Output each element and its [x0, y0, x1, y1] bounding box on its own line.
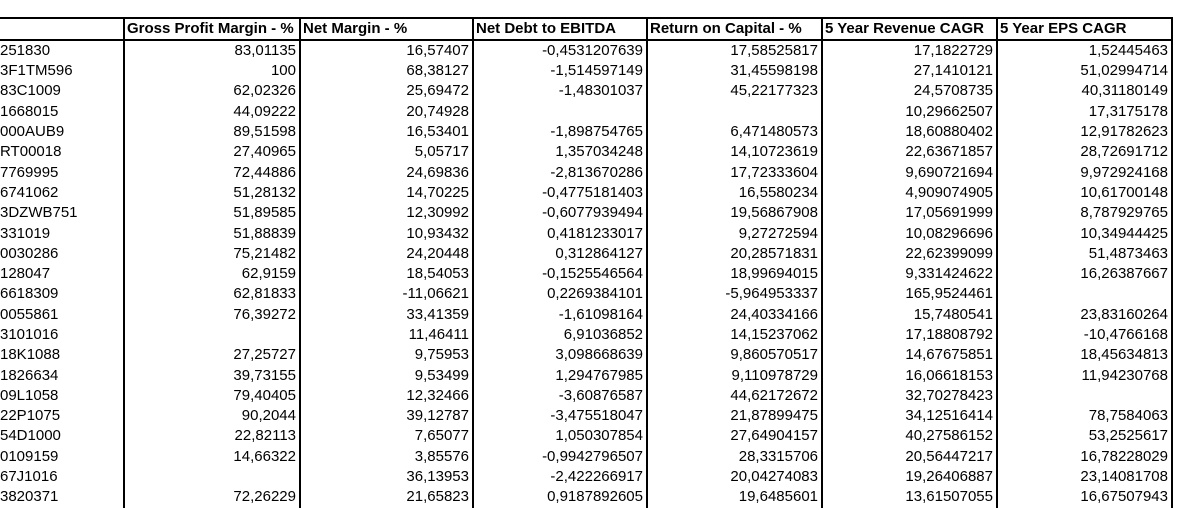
net-debt-to-ebitda-cell[interactable]: 0,2269384101: [473, 284, 647, 304]
net-debt-to-ebitda-cell[interactable]: -3,60876587: [473, 386, 647, 406]
id-cell[interactable]: 18K1088: [0, 346, 61, 364]
eps-cagr-cell[interactable]: 51,4873463: [997, 244, 1172, 264]
net-debt-to-ebitda-cell[interactable]: 1,294767985: [473, 365, 647, 385]
return-on-capital-cell[interactable]: 14,15237062: [647, 325, 822, 345]
revenue-cagr-cell[interactable]: 22,62399099: [822, 244, 997, 264]
eps-cagr-cell[interactable]: 28,72691712: [997, 142, 1172, 162]
revenue-cagr-cell[interactable]: 15,7480541: [822, 305, 997, 325]
table-row: [0, 284, 1172, 304]
revenue-cagr-cell[interactable]: 40,27586152: [822, 426, 997, 446]
revenue-cagr-cell[interactable]: 9,690721694: [822, 162, 997, 182]
gross-profit-margin-cell[interactable]: 51,89585: [124, 203, 300, 223]
gross-profit-margin-cell[interactable]: 89,51598: [124, 122, 300, 142]
table-row: [0, 223, 1172, 243]
table-row: [0, 81, 1172, 101]
return-on-capital-cell[interactable]: 19,6485601: [647, 487, 822, 507]
table-row: [0, 264, 1172, 284]
eps-cagr-cell[interactable]: 9,972924168: [997, 162, 1172, 182]
return-on-capital-cell[interactable]: 16,5580234: [647, 183, 822, 203]
return-on-capital-cell[interactable]: 28,3315706: [647, 447, 822, 467]
table-row: [0, 122, 1172, 142]
net-margin-cell[interactable]: 5,05717: [300, 142, 473, 162]
gross-profit-margin-cell[interactable]: 27,25727: [124, 345, 300, 365]
header-id[interactable]: [0, 18, 124, 40]
id-cell[interactable]: 3DZWB751: [0, 204, 78, 222]
gross-profit-margin-cell[interactable]: [124, 467, 300, 487]
table-row: [0, 244, 1172, 264]
net-debt-to-ebitda-cell[interactable]: [473, 102, 647, 122]
gross-profit-margin-cell[interactable]: 72,44886: [124, 162, 300, 182]
table-row: [0, 61, 1172, 81]
header-5yr-revenue-cagr[interactable]: 5 Year Revenue CAGR: [822, 18, 997, 40]
id-cell[interactable]: 331019: [0, 224, 51, 242]
net-margin-cell[interactable]: 33,41359: [300, 305, 473, 325]
net-debt-to-ebitda-cell[interactable]: -1,48301037: [473, 81, 647, 101]
net-debt-to-ebitda-cell[interactable]: 0,4181233017: [473, 223, 647, 243]
return-on-capital-cell[interactable]: 31,45598198: [647, 61, 822, 81]
return-on-capital-cell[interactable]: 45,22177323: [647, 81, 822, 101]
eps-cagr-cell[interactable]: 8,787929765: [997, 203, 1172, 223]
table-row: [0, 142, 1172, 162]
table-row: [0, 447, 1172, 467]
net-margin-cell[interactable]: 16,53401: [300, 122, 473, 142]
revenue-cagr-cell[interactable]: 13,61507055: [822, 487, 997, 507]
revenue-cagr-cell[interactable]: 9,331424622: [822, 264, 997, 284]
gross-profit-margin-cell[interactable]: 22,82113: [124, 426, 300, 446]
net-debt-to-ebitda-cell[interactable]: -3,475518047: [473, 406, 647, 426]
spreadsheet: [0, 17, 1173, 508]
revenue-cagr-cell[interactable]: 22,63671857: [822, 142, 997, 162]
table-row: [0, 467, 1172, 487]
id-cell[interactable]: RT00018: [0, 143, 62, 161]
net-debt-to-ebitda-cell[interactable]: -1,61098164: [473, 305, 647, 325]
header-net-margin[interactable]: Net Margin - %: [300, 18, 473, 40]
id-cell[interactable]: 0030286: [0, 244, 59, 262]
gross-profit-margin-cell[interactable]: 75,21482: [124, 244, 300, 264]
net-margin-cell[interactable]: 21,65823: [300, 487, 473, 507]
return-on-capital-cell[interactable]: 27,64904157: [647, 426, 822, 446]
return-on-capital-cell[interactable]: 17,72333604: [647, 162, 822, 182]
net-debt-to-ebitda-cell[interactable]: -0,9942796507: [473, 447, 647, 467]
revenue-cagr-cell[interactable]: 19,26406887: [822, 467, 997, 487]
gross-profit-margin-cell[interactable]: 51,28132: [124, 183, 300, 203]
id-cell[interactable]: 6741062: [0, 183, 59, 201]
eps-cagr-cell[interactable]: [997, 386, 1172, 406]
revenue-cagr-cell[interactable]: 34,12516414: [822, 406, 997, 426]
net-debt-to-ebitda-cell[interactable]: 1,357034248: [473, 142, 647, 162]
table-row: [0, 487, 1172, 507]
table-row: [0, 345, 1172, 365]
net-margin-cell[interactable]: 10,93432: [300, 223, 473, 243]
return-on-capital-cell[interactable]: 20,28571831: [647, 244, 822, 264]
net-margin-cell[interactable]: 36,13953: [300, 467, 473, 487]
revenue-cagr-cell[interactable]: 27,1410121: [822, 61, 997, 81]
net-debt-to-ebitda-cell[interactable]: -0,1525546564: [473, 264, 647, 284]
id-cell[interactable]: 54D1000: [0, 427, 61, 445]
net-debt-to-ebitda-cell[interactable]: -0,6077939494: [473, 203, 647, 223]
net-margin-cell[interactable]: 18,54053: [300, 264, 473, 284]
id-cell[interactable]: 3F1TM596: [0, 62, 73, 80]
id-cell[interactable]: 1826634: [0, 366, 59, 384]
net-debt-to-ebitda-cell[interactable]: -2,813670286: [473, 162, 647, 182]
id-cell[interactable]: 251830: [0, 42, 51, 59]
gross-profit-margin-cell[interactable]: 51,88839: [124, 223, 300, 243]
return-on-capital-cell[interactable]: 20,04274083: [647, 467, 822, 487]
net-margin-cell[interactable]: 25,69472: [300, 81, 473, 101]
gross-profit-margin-cell[interactable]: 90,2044: [124, 406, 300, 426]
return-on-capital-cell[interactable]: -5,964953337: [647, 284, 822, 304]
revenue-cagr-cell[interactable]: 165,9524461: [822, 284, 997, 304]
eps-cagr-cell[interactable]: 16,78228029: [997, 447, 1172, 467]
financial-metrics-table: [0, 17, 1173, 508]
eps-cagr-cell[interactable]: 17,3175178: [997, 102, 1172, 122]
id-cell[interactable]: 0055861: [0, 305, 59, 323]
gross-profit-margin-cell[interactable]: [124, 325, 300, 345]
table-row: [0, 203, 1172, 223]
eps-cagr-cell[interactable]: 10,34944425: [997, 223, 1172, 243]
eps-cagr-cell[interactable]: 23,83160264: [997, 305, 1172, 325]
table-row: [0, 325, 1172, 345]
net-margin-cell[interactable]: 39,12787: [300, 406, 473, 426]
gross-profit-margin-cell[interactable]: 14,66322: [124, 447, 300, 467]
net-debt-to-ebitda-cell[interactable]: 0,9187892605: [473, 487, 647, 507]
table-row: [0, 162, 1172, 182]
table-row: [0, 365, 1172, 385]
id-cell[interactable]: 67J1016: [0, 468, 58, 486]
eps-cagr-cell[interactable]: 1,52445463: [997, 40, 1172, 61]
gross-profit-margin-cell[interactable]: 44,09222: [124, 102, 300, 122]
gross-profit-margin-cell[interactable]: 62,9159: [124, 264, 300, 284]
gross-profit-margin-cell[interactable]: 27,40965: [124, 142, 300, 162]
net-margin-cell[interactable]: 9,75953: [300, 345, 473, 365]
net-margin-cell[interactable]: 3,85576: [300, 447, 473, 467]
net-margin-cell[interactable]: 24,69836: [300, 162, 473, 182]
revenue-cagr-cell[interactable]: 10,08296696: [822, 223, 997, 243]
return-on-capital-cell[interactable]: [647, 102, 822, 122]
eps-cagr-cell[interactable]: 10,61700148: [997, 183, 1172, 203]
gross-profit-margin-cell[interactable]: 62,02326: [124, 81, 300, 101]
revenue-cagr-cell[interactable]: 16,06618153: [822, 365, 997, 385]
return-on-capital-cell[interactable]: 14,10723619: [647, 142, 822, 162]
net-margin-cell[interactable]: 12,32466: [300, 386, 473, 406]
id-cell[interactable]: 3820371: [0, 488, 59, 506]
id-cell[interactable]: 000AUB9: [0, 123, 65, 141]
revenue-cagr-cell[interactable]: 4,909074905: [822, 183, 997, 203]
net-debt-to-ebitda-cell[interactable]: 1,050307854: [473, 426, 647, 446]
header-row: [0, 18, 1172, 40]
id-cell[interactable]: 1668015: [0, 102, 59, 120]
table-row: [0, 305, 1172, 325]
eps-cagr-cell[interactable]: [997, 284, 1172, 304]
revenue-cagr-cell[interactable]: 17,1822729: [822, 40, 997, 61]
gross-profit-margin-cell[interactable]: 76,39272: [124, 305, 300, 325]
return-on-capital-cell[interactable]: 19,56867908: [647, 203, 822, 223]
net-margin-cell[interactable]: 16,57407: [300, 40, 473, 61]
net-debt-to-ebitda-cell[interactable]: -2,422266917: [473, 467, 647, 487]
gross-profit-margin-cell[interactable]: 83,01135: [124, 40, 300, 61]
id-cell[interactable]: 0109159: [0, 447, 59, 465]
return-on-capital-cell[interactable]: 6,471480573: [647, 122, 822, 142]
id-cell[interactable]: 3101016: [0, 326, 59, 343]
eps-cagr-cell[interactable]: 40,31180149: [997, 81, 1172, 101]
return-on-capital-cell[interactable]: 18,99694015: [647, 264, 822, 284]
net-margin-cell[interactable]: 20,74928: [300, 102, 473, 122]
id-cell[interactable]: 7769995: [0, 163, 59, 181]
net-margin-cell[interactable]: 9,53499: [300, 365, 473, 385]
eps-cagr-cell[interactable]: -10,4766168: [997, 325, 1172, 345]
id-cell[interactable]: 6618309: [0, 285, 59, 303]
net-debt-to-ebitda-cell[interactable]: 3,098668639: [473, 345, 647, 365]
revenue-cagr-cell[interactable]: 17,05691999: [822, 203, 997, 223]
return-on-capital-cell[interactable]: 44,62172672: [647, 386, 822, 406]
net-margin-cell[interactable]: 68,38127: [300, 61, 473, 81]
eps-cagr-cell[interactable]: 78,7584063: [997, 406, 1172, 426]
return-on-capital-cell[interactable]: 21,87899475: [647, 406, 822, 426]
revenue-cagr-cell[interactable]: 24,5708735: [822, 81, 997, 101]
gross-profit-margin-cell[interactable]: 100: [124, 61, 300, 81]
table-row: [0, 386, 1172, 406]
eps-cagr-cell[interactable]: 16,26387667: [997, 264, 1172, 284]
return-on-capital-cell[interactable]: 9,860570517: [647, 345, 822, 365]
eps-cagr-cell[interactable]: 51,02994714: [997, 61, 1172, 81]
id-cell[interactable]: 83C1009: [0, 82, 61, 100]
return-on-capital-cell[interactable]: 9,110978729: [647, 365, 822, 385]
eps-cagr-cell[interactable]: 23,14081708: [997, 467, 1172, 487]
revenue-cagr-cell[interactable]: 20,56447217: [822, 447, 997, 467]
table-row: [0, 406, 1172, 426]
table-row: [0, 426, 1172, 446]
return-on-capital-cell[interactable]: 9,27272594: [647, 223, 822, 243]
eps-cagr-cell[interactable]: 18,45634813: [997, 345, 1172, 365]
table-row: [0, 183, 1172, 203]
return-on-capital-cell[interactable]: 17,58525817: [647, 40, 822, 61]
net-debt-to-ebitda-cell[interactable]: -0,4775181403: [473, 183, 647, 203]
net-margin-cell[interactable]: -11,06621: [300, 284, 473, 304]
net-margin-cell[interactable]: 14,70225: [300, 183, 473, 203]
net-margin-cell[interactable]: 7,65077: [300, 426, 473, 446]
header-5yr-eps-cagr[interactable]: 5 Year EPS CAGR: [997, 18, 1172, 40]
id-cell[interactable]: 128047: [0, 265, 51, 283]
net-debt-to-ebitda-cell[interactable]: -1,898754765: [473, 122, 647, 142]
net-debt-to-ebitda-cell[interactable]: 0,312864127: [473, 244, 647, 264]
revenue-cagr-cell[interactable]: 32,70278423: [822, 386, 997, 406]
gross-profit-margin-cell[interactable]: 62,81833: [124, 284, 300, 304]
eps-cagr-cell[interactable]: 12,91782623: [997, 122, 1172, 142]
net-margin-cell[interactable]: 24,20448: [300, 244, 473, 264]
gross-profit-margin-cell[interactable]: 39,73155: [124, 365, 300, 385]
revenue-cagr-cell[interactable]: 14,67675851: [822, 345, 997, 365]
net-debt-to-ebitda-cell[interactable]: -0,4531207639: [473, 40, 647, 61]
net-margin-cell[interactable]: 11,46411: [300, 325, 473, 345]
eps-cagr-cell[interactable]: 53,2525617: [997, 426, 1172, 446]
header-gross-profit-margin[interactable]: Gross Profit Margin - %: [124, 18, 300, 40]
net-debt-to-ebitda-cell[interactable]: 6,91036852: [473, 325, 647, 345]
header-net-debt-to-ebitda[interactable]: Net Debt to EBITDA: [473, 18, 647, 40]
eps-cagr-cell[interactable]: 11,94230768: [997, 365, 1172, 385]
net-debt-to-ebitda-cell[interactable]: -1,514597149: [473, 61, 647, 81]
gross-profit-margin-cell[interactable]: 72,26229: [124, 487, 300, 507]
id-cell[interactable]: 22P1075: [0, 407, 61, 425]
table-row: [0, 40, 1172, 61]
eps-cagr-cell[interactable]: 16,67507943: [997, 487, 1172, 507]
gross-profit-margin-cell[interactable]: 79,40405: [124, 386, 300, 406]
revenue-cagr-cell[interactable]: 17,18808792: [822, 325, 997, 345]
table-body: [0, 40, 1172, 508]
return-on-capital-cell[interactable]: 24,40334166: [647, 305, 822, 325]
header-return-on-capital[interactable]: Return on Capital - %: [647, 18, 822, 40]
revenue-cagr-cell[interactable]: 10,29662507: [822, 102, 997, 122]
revenue-cagr-cell[interactable]: 18,60880402: [822, 122, 997, 142]
table-row: [0, 102, 1172, 122]
net-margin-cell[interactable]: 12,30992: [300, 203, 473, 223]
id-cell[interactable]: 09L1058: [0, 386, 59, 404]
